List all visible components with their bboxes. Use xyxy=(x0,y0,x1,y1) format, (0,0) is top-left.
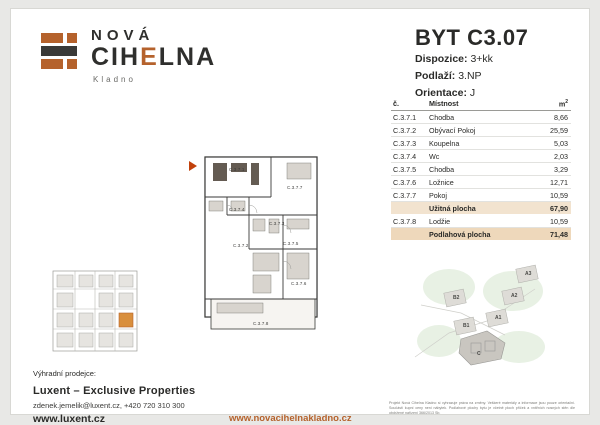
cell-area: 8,66 xyxy=(554,112,568,122)
cell-name: Chodba xyxy=(429,112,455,122)
site-map xyxy=(409,261,559,371)
building-key-plan xyxy=(49,267,141,355)
table-row xyxy=(391,163,571,176)
meta-podlazi xyxy=(415,70,585,82)
cell-name: Užitná plocha xyxy=(429,203,476,213)
room-table xyxy=(391,97,571,241)
cell-code: C.3.7.2 xyxy=(393,125,417,135)
meta-podlazi-value: 3.NP xyxy=(458,70,482,82)
cell-name: Podlahová plocha xyxy=(429,229,491,239)
floor-plan xyxy=(187,149,347,339)
logo-mark-icon xyxy=(41,33,77,73)
project-site-link[interactable]: www.novacihelnakladno.cz xyxy=(229,413,352,424)
column-header-name: Místnost xyxy=(429,99,459,108)
logo-line-nova: NOVÁ xyxy=(91,27,155,44)
table-row xyxy=(391,150,571,163)
brand-logo xyxy=(41,27,241,87)
floor-plan-drawing xyxy=(187,149,347,339)
cell-code: C.3.7.1 xyxy=(393,112,417,122)
table-row xyxy=(391,176,571,189)
logo-line-kladno: Kladno xyxy=(93,75,136,84)
svg-text:B2: B2 xyxy=(453,295,460,301)
cell-area: 3,29 xyxy=(554,164,568,174)
plan-label: C.3.7.1 xyxy=(229,167,245,172)
column-header-area: $m^2$ xyxy=(558,98,568,109)
footer-contact[interactable]: zdenek.jemelik@luxent.cz, +420 720 310 300 xyxy=(33,401,185,410)
footer-brand: Luxent – Exclusive Properties xyxy=(33,385,196,397)
brochure-page xyxy=(10,8,590,425)
cell-name: Lodžie xyxy=(429,216,451,226)
plan-label: C.3.7.2 xyxy=(233,243,249,248)
cell-code: C.3.7.4 xyxy=(393,151,417,161)
plan-label: C.3.7.7 xyxy=(287,185,303,190)
svg-text:A3: A3 xyxy=(525,271,532,277)
cell-name: Obývací Pokoj xyxy=(429,125,476,135)
cell-area: 5,03 xyxy=(554,138,568,148)
svg-text:C: C xyxy=(477,351,481,357)
meta-orientace-label: Orientace: xyxy=(415,87,467,99)
cell-code: C.3.7.3 xyxy=(393,138,417,148)
plan-label: C.3.7.6 xyxy=(291,281,307,286)
table-row xyxy=(391,111,571,124)
table-header-row xyxy=(391,97,571,111)
cell-name: Ložnice xyxy=(429,177,454,187)
table-row xyxy=(391,124,571,137)
cell-code: C.3.7.8 xyxy=(393,216,417,226)
table-row-subtotal xyxy=(391,202,571,215)
cell-area: 71,48 xyxy=(550,229,568,239)
key-plan-drawing xyxy=(49,267,141,355)
cell-name: Koupelna xyxy=(429,138,460,148)
cell-code: C.3.7.7 xyxy=(393,190,417,200)
cell-name: Pokoj xyxy=(429,190,447,200)
cell-area: 12,71 xyxy=(550,177,568,187)
meta-dispozice xyxy=(415,53,585,65)
cell-area: 67,90 xyxy=(550,203,568,213)
logo-cihelna-part2: LNA xyxy=(158,43,217,71)
logo-cihelna-highlight: E xyxy=(140,43,159,71)
site-map-drawing xyxy=(409,261,559,371)
table-row-balcony xyxy=(391,215,571,228)
plan-label: C.3.7.3 xyxy=(269,221,285,226)
page-title: BYT C3.07 xyxy=(415,25,529,50)
cell-code: C.3.7.5 xyxy=(393,164,417,174)
table-row-total xyxy=(391,228,571,241)
cell-code: C.3.7.6 xyxy=(393,177,417,187)
logo-cihelna-part1: CIH xyxy=(91,43,141,71)
cell-area: 25,59 xyxy=(550,125,568,135)
cell-name: Wc xyxy=(429,151,440,161)
svg-text:A2: A2 xyxy=(511,293,518,299)
cell-name: Chodba xyxy=(429,164,455,174)
cell-area: 2,03 xyxy=(554,151,568,161)
plan-label: C.3.7.4 xyxy=(229,207,245,212)
plan-label: C.3.7.8 xyxy=(253,321,269,326)
logo-line-cihelna xyxy=(91,43,216,72)
footer-headline: Výhradní prodejce: xyxy=(33,369,96,378)
key-plan-highlight xyxy=(119,313,133,327)
svg-text:B1: B1 xyxy=(463,323,470,329)
footer-disclaimer: Projekt Nová Cihelna Kladno si vyhrazuje práva na změny. Veškeré materiály a informace jsou pouze orientační. Součástí kupní ceny není nábytek. Podlahové plochy bytu je včetně ploch příček a vnitřních nosných stěn dle obdržené nařízení 366/2013 Sb. xyxy=(389,401,575,416)
table-row xyxy=(391,137,571,150)
column-header-code: č. xyxy=(393,99,399,108)
meta-dispozice-label: Dispozice: xyxy=(415,53,468,65)
meta-podlazi-label: Podlaží: xyxy=(415,70,456,82)
meta-orientace-value: J xyxy=(469,87,476,99)
plan-label: C.3.7.5 xyxy=(283,241,299,246)
meta-dispozice-value: 3+kk xyxy=(470,53,493,65)
svg-text:A1: A1 xyxy=(495,315,502,321)
footer-web-link[interactable]: www.luxent.cz xyxy=(33,413,105,425)
cell-area: 10,59 xyxy=(550,190,568,200)
table-row xyxy=(391,189,571,202)
cell-area: 10,59 xyxy=(550,216,568,226)
